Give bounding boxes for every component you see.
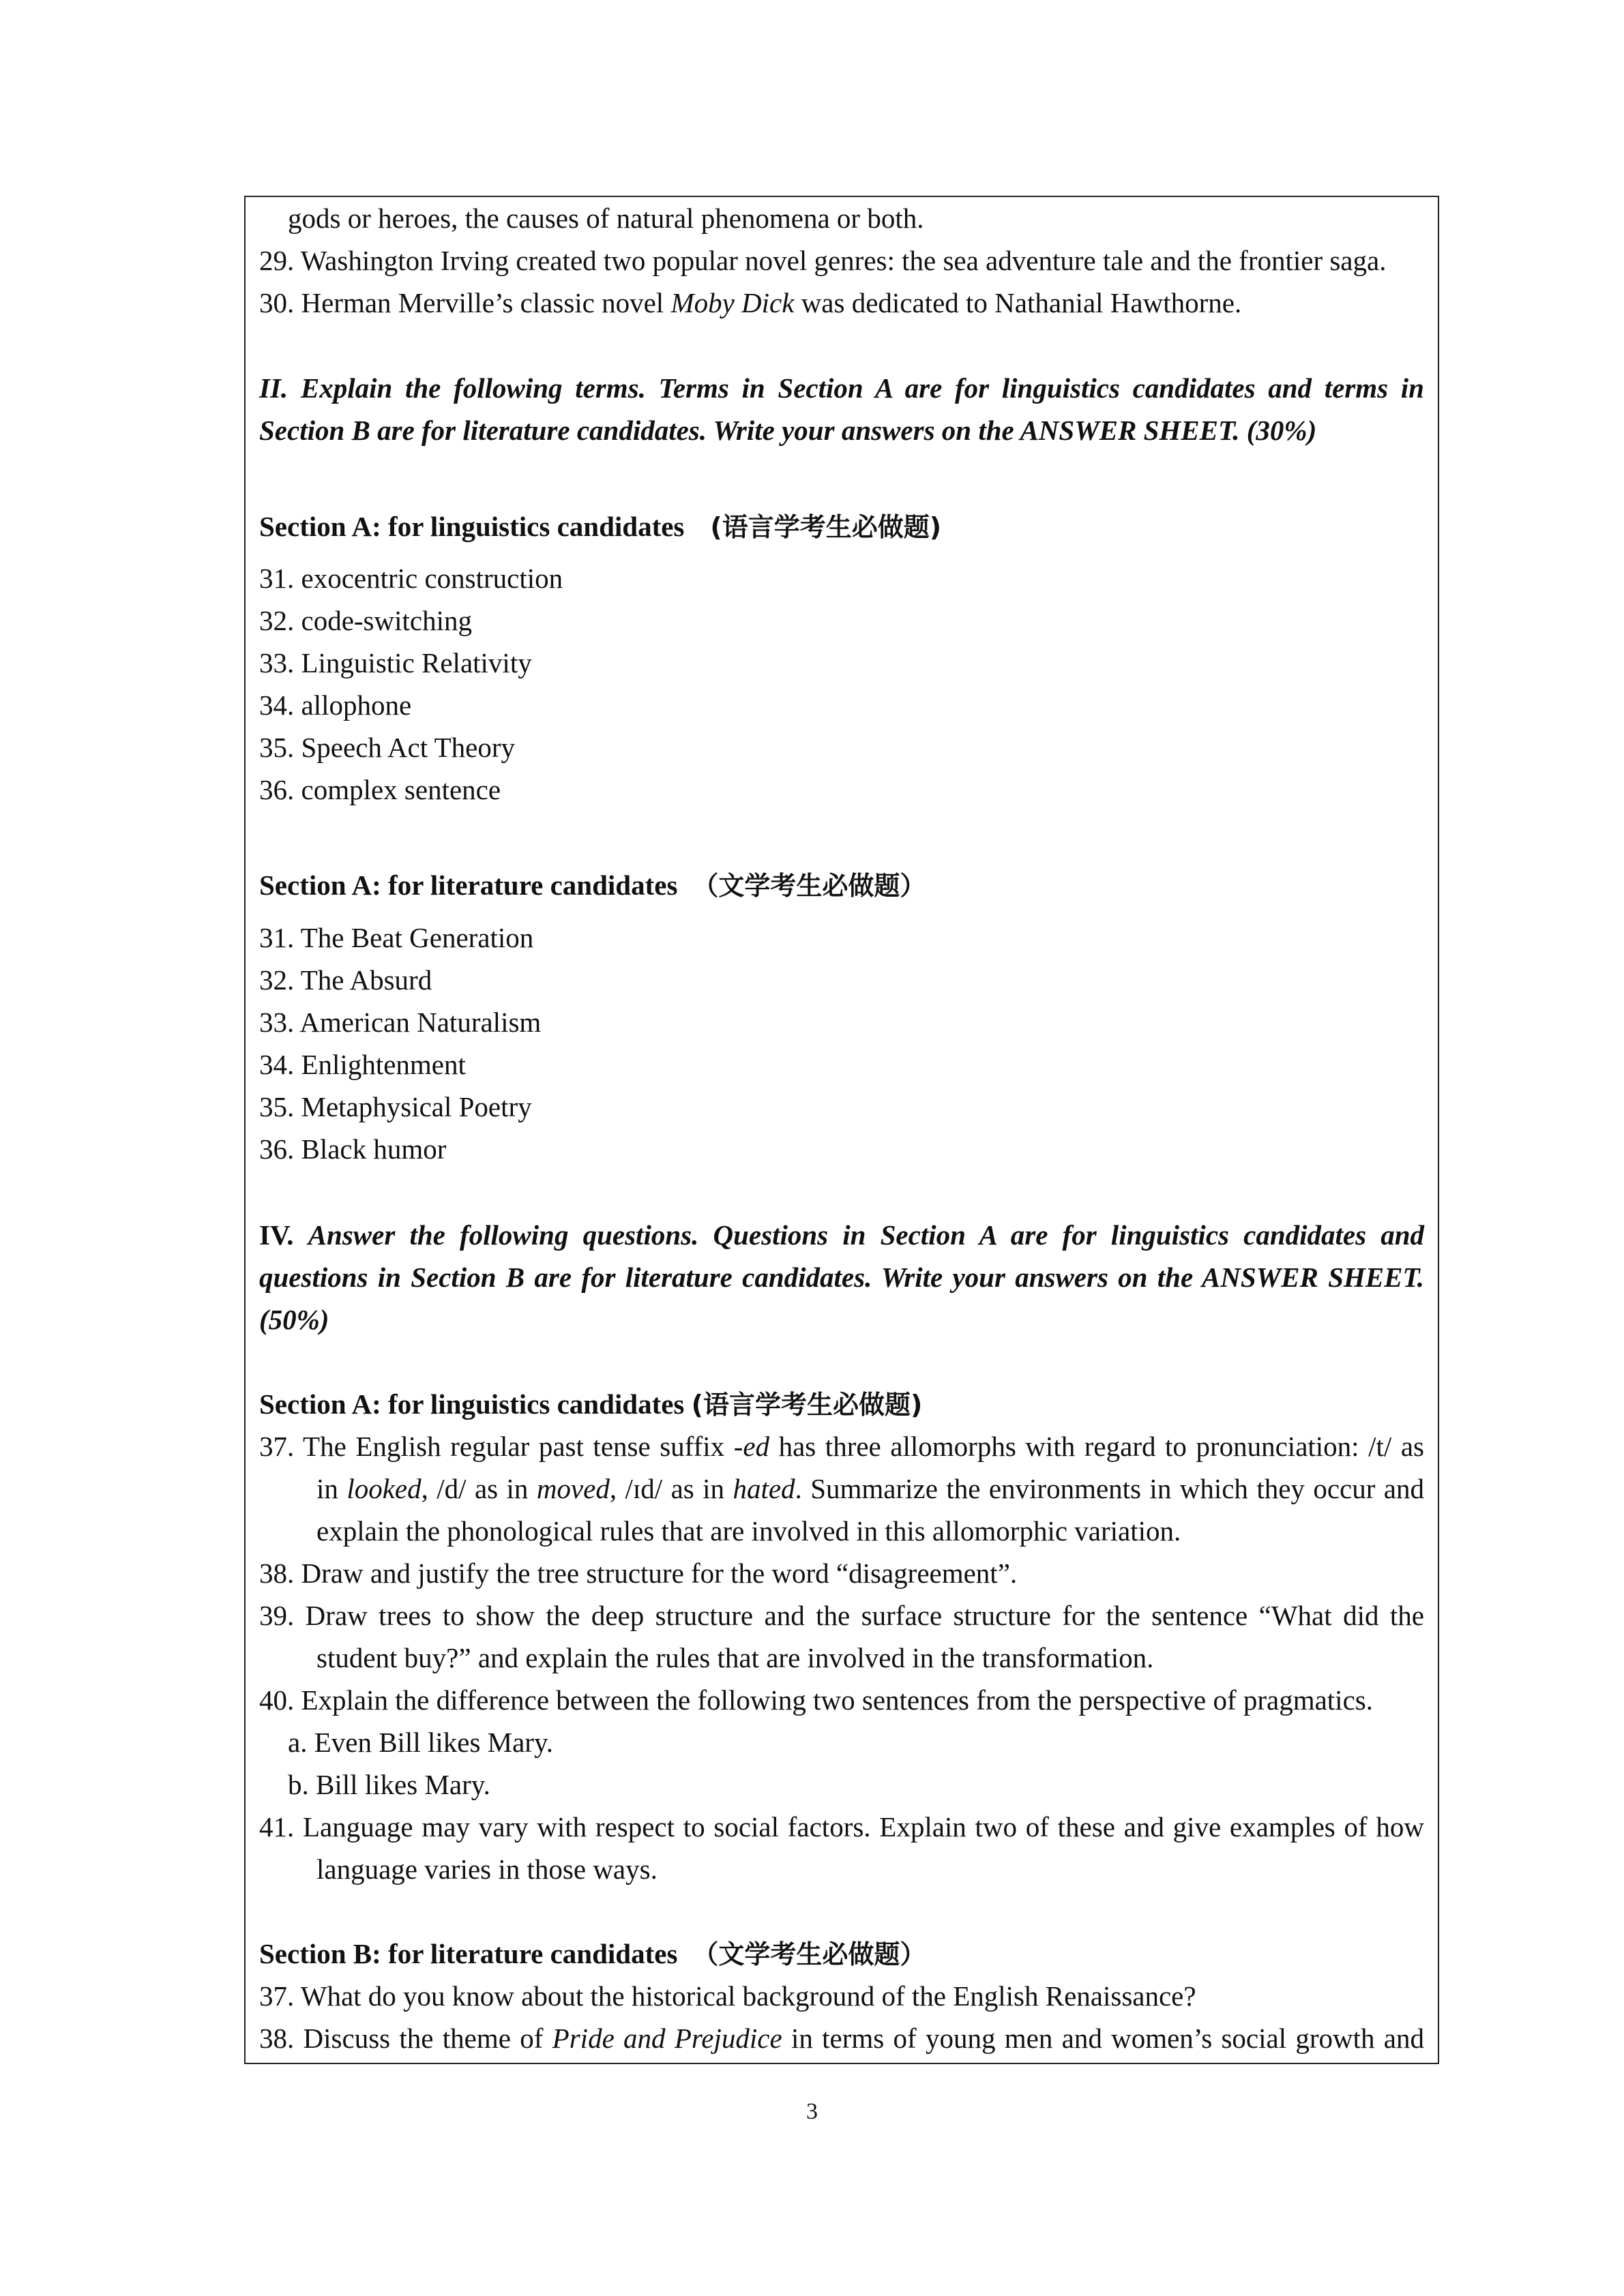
term-item: 32. The Absurd	[259, 964, 432, 996]
item-28-continuation: gods or heroes, the causes of natural phenomena or both.	[288, 203, 924, 234]
question-37-line-3: explain the phonological rules that are involved in this allomorphic variation.	[316, 1515, 1181, 1547]
q37-example: moved	[536, 1473, 610, 1504]
part-4-literature-section-heading	[259, 1933, 1424, 1975]
section-heading-english: Section B: for literature candidates	[259, 1938, 678, 1969]
term-item: 31. exocentric construction	[259, 563, 563, 594]
question-39-line-1: 39. Draw trees to show the deep structure and the surface structure for the sentence “What did the	[259, 1600, 1424, 1631]
term-item: 32. code-switching	[259, 605, 472, 636]
question-40-sentence-a: a. Even Bill likes Mary.	[288, 1727, 554, 1758]
part-2-literature-section-heading	[259, 864, 1424, 906]
term-item: 34. allophone	[259, 689, 412, 721]
term-item: 33. Linguistic Relativity	[259, 647, 532, 679]
part-4-heading-line-3: (50%)	[259, 1304, 329, 1335]
question-38: 38. Draw and justify the tree structure for the word “disagreement”.	[259, 1557, 1018, 1589]
literature-question-38	[259, 2017, 1424, 2059]
section-heading-english: Section A: for linguistics candidates	[259, 1388, 692, 1420]
part-2-heading-line-2: Section B are for literature candidates. Write your answers on the ANSWER SHEET. (30%)	[259, 415, 1317, 446]
section-heading-english: Section A: for linguistics candidates	[259, 511, 685, 542]
item-30	[259, 282, 1424, 324]
q38-text: in terms of young men and women’s social growth and	[782, 2023, 1424, 2054]
term-item: 33. American Naturalism	[259, 1007, 542, 1038]
term-item: 36. complex sentence	[259, 774, 501, 805]
question-41-line-1: 41. Language may vary with respect to social factors. Explain two of these and give examples of how	[259, 1811, 1424, 1843]
q37-text: , /ɪd/ as in	[609, 1473, 733, 1504]
term-item: 34. Enlightenment	[259, 1049, 466, 1080]
section-heading-english: Section A: for literature candidates	[259, 869, 678, 901]
question-40-sentence-b: b. Bill likes Mary.	[288, 1769, 490, 1800]
section-heading-chinese: （文学考生必做题）	[692, 871, 926, 901]
part-4-numeral: IV.	[259, 1219, 294, 1251]
question-41-line-2: language varies in those ways.	[316, 1853, 658, 1885]
q37-suffix: -ed	[733, 1431, 770, 1462]
section-heading-chinese: (语言学考生必做题)	[710, 512, 942, 542]
term-item: 35. Speech Act Theory	[259, 732, 515, 763]
term-item: 35. Metaphysical Poetry	[259, 1091, 532, 1122]
q38-book-title: Pride and Prejudice	[552, 2023, 782, 2054]
q37-text: in	[316, 1473, 347, 1504]
q37-example: hated	[733, 1473, 795, 1504]
q38-text: 38. Discuss the theme of	[259, 2023, 552, 2054]
item-30-text-end: was dedicated to Nathanial Hawthorne.	[794, 287, 1242, 318]
item-30-text-start: 30. Herman Merville’s classic novel	[259, 287, 671, 318]
literature-question-37: 37. What do you know about the historical background of the English Renaissance?	[259, 1980, 1196, 2012]
part-2-heading-line-1: II. Explain the following terms. Terms in Section A are for linguistics candidates and terms in	[259, 372, 1424, 404]
question-39-line-2: student buy?” and explain the rules that are involved in the transformation.	[316, 1642, 1154, 1673]
exam-content-box	[244, 196, 1439, 2064]
term-item: 36. Black humor	[259, 1133, 447, 1165]
q37-text: . Summarize the environments in which they occur and	[795, 1473, 1424, 1504]
q37-text: 37. The English regular past tense suffix	[259, 1431, 734, 1462]
item-30-book-title: Moby Dick	[670, 287, 795, 318]
question-40: 40. Explain the difference between the following two sentences from the perspective of pragmatics.	[259, 1684, 1373, 1716]
part-2-linguistics-section-heading	[259, 505, 1424, 548]
q37-text: , /d/ as in	[421, 1473, 537, 1504]
part-4-heading-line-2: questions in Section B are for literature candidates. Write your answers on the ANSWER SHEET.	[259, 1262, 1424, 1293]
part-4-heading-text: Answer the following questions. Questions in Section A are for linguistics candidates and	[308, 1219, 1425, 1251]
section-heading-chinese: (语言学考生必做题)	[691, 1390, 923, 1420]
question-37-line-2	[316, 1467, 1424, 1510]
part-4-heading-line-1	[259, 1214, 1424, 1256]
item-29: 29. Washington Irving created two popular novel genres: the sea adventure tale and the frontier saga.	[259, 245, 1387, 276]
section-heading-chinese: （文学考生必做题）	[692, 1939, 926, 1969]
q37-example: looked	[346, 1473, 422, 1504]
term-item: 31. The Beat Generation	[259, 922, 534, 953]
q37-text: has three allomorphs with regard to pronunciation: /t/ as	[769, 1431, 1425, 1462]
question-37-line-1	[259, 1425, 1424, 1467]
page-number: 3	[806, 2099, 818, 2124]
part-4-linguistics-section-heading	[259, 1383, 1424, 1425]
